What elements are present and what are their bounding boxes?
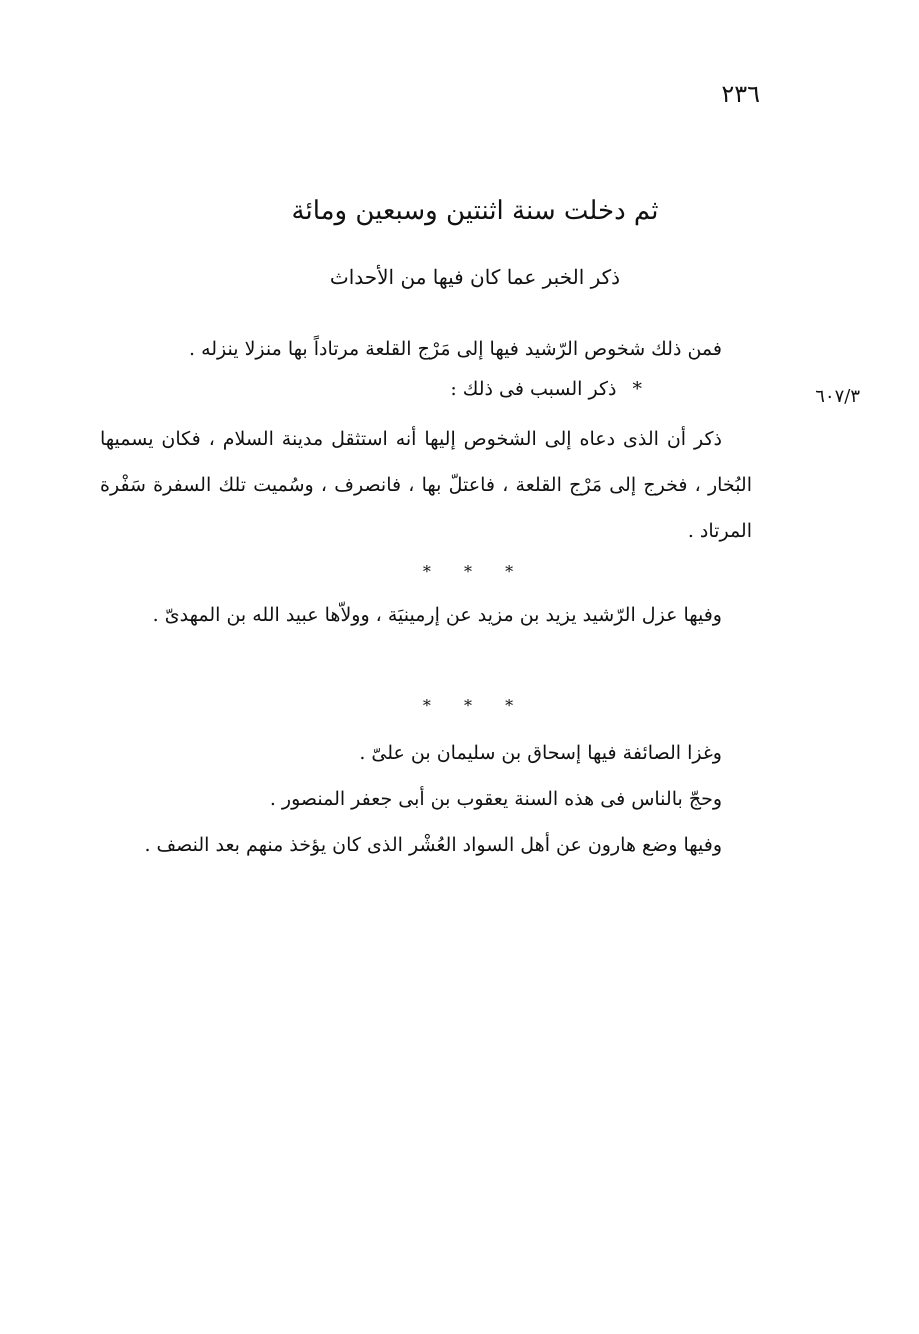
subheading-marker: *	[632, 378, 642, 400]
separator: * * *	[422, 562, 528, 581]
margin-reference: ٦٠٧/٣	[815, 386, 860, 407]
page-number: ٢٣٦	[721, 80, 760, 108]
subheading-text: ذكر السبب فى ذلك :	[450, 378, 617, 400]
paragraph-block	[100, 326, 752, 372]
paragraph-block	[100, 592, 752, 638]
paragraph-block	[100, 416, 752, 554]
paragraph-block	[100, 730, 752, 868]
chapter-title: ثم دخلت سنة اثنتين وسبعين ومائة	[291, 196, 659, 226]
paragraph: وغزا الصائفة فيها إسحاق بن سليمان بن علىّ .	[359, 742, 722, 764]
paragraph: فمن ذلك شخوص الرّشيد فيها إلى مَرْج القلعة مرتاداً بها منزلا ينزله .	[189, 338, 722, 360]
paragraph: ذكر أن الذى دعاه إلى الشخوص إليها أنه استثقل مدينة السلام ، فكان يسميها البُخار ، فخرج إلى مَرْج القلعة ، فاعتلّ بها ، فانصرف ، وسُميت تلك السفرة سَفْرة المرتاد .	[100, 428, 752, 542]
subheading	[100, 378, 752, 400]
separator: * * *	[422, 696, 528, 715]
paragraph: وحجّ بالناس فى هذه السنة يعقوب بن أبى جعفر المنصور .	[269, 788, 722, 810]
paragraph: وفيها وضع هارون عن أهل السواد العُشْر الذى كان يؤخذ منهم بعد النصف .	[144, 834, 722, 856]
section-heading: ذكر الخبر عما كان فيها من الأحداث	[329, 265, 621, 289]
paragraph: وفيها عزل الرّشيد يزيد بن مزيد عن إرمينيَة ، وولاّها عبيد الله بن المهدىّ .	[152, 604, 722, 626]
